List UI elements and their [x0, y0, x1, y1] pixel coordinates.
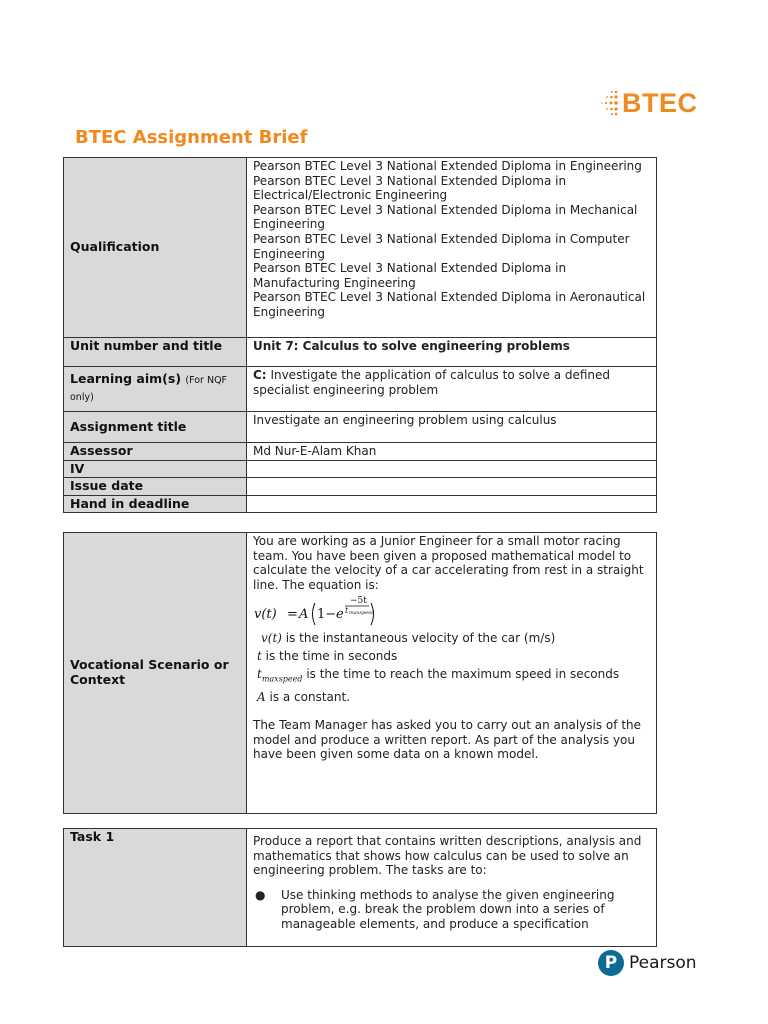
deadline-value — [247, 495, 657, 513]
definition-symbol: A — [257, 689, 266, 704]
unit-label: Unit number and title — [64, 338, 247, 367]
equation-one-minus: 1− — [317, 607, 337, 623]
issue-date-label: Issue date — [64, 478, 247, 496]
unit-value: Unit 7: Calculus to solve engineering problems — [247, 338, 657, 367]
qualification-line: Pearson BTEC Level 3 National Extended Diploma in Electrical/Electronic Engineering — [253, 173, 567, 203]
learning-aim-text: Investigate the application of calculus to solve a defined specialist engineering problem — [253, 368, 611, 397]
equation-lhs: v(t) — [254, 607, 277, 623]
assignment-details-table — [63, 157, 657, 513]
pearson-logo-text: Pearson — [629, 953, 697, 973]
bullet-icon: ● — [255, 887, 266, 902]
qualification-line: Pearson BTEC Level 3 National Extended Diploma in Mechanical Engineering — [253, 202, 638, 232]
task-label: Task 1 — [64, 829, 247, 947]
assignment-title-value: Investigate an engineering problem using calculus — [247, 412, 657, 443]
definition-line — [253, 667, 650, 687]
scenario-table — [63, 532, 657, 814]
learning-aim-code: C: — [253, 368, 267, 382]
definition-line — [253, 690, 650, 705]
scenario-closing: The Team Manager has asked you to carry out an analysis of the model and produce a written report. As part of the analysis you have been given some data on a known model. — [253, 718, 642, 762]
definition-line — [253, 631, 650, 646]
velocity-equation — [253, 594, 650, 628]
task-table — [63, 828, 657, 947]
qualification-line: Pearson BTEC Level 3 National Extended Diploma in Computer Engineering — [253, 231, 630, 261]
task-intro: Produce a report that contains written descriptions, analysis and mathematics that shows how calculus can be used to solve an engineering problem. The tasks are to: — [253, 834, 642, 878]
pearson-p-icon: P — [598, 950, 624, 976]
scenario-value — [247, 533, 657, 814]
velocity-equation-svg — [253, 594, 383, 628]
qualification-line: Pearson BTEC Level 3 National Extended Diploma in Engineering — [253, 159, 642, 173]
scenario-intro: You are working as a Junior Engineer for a small motor racing team. You have been given a proposed mathematical model to calculate the velocity of a car accelerating from rest in a straight line. The equation is: — [253, 534, 644, 592]
btec-dots-icon — [600, 89, 620, 117]
task-bullet — [253, 888, 650, 932]
definition-symbol: t — [257, 666, 262, 681]
learning-aim-value — [247, 367, 657, 412]
learning-aim-label — [64, 367, 247, 412]
definition-text: is the instantaneous velocity of the car (m/s) — [281, 631, 556, 646]
learning-aim-note: (For NQF only) — [70, 375, 228, 403]
assignment-title-label: Assignment title — [64, 412, 247, 443]
pearson-logo — [598, 950, 697, 976]
task-value — [247, 829, 657, 947]
equation-exp-denominator: t — [345, 606, 349, 616]
scenario-label: Vocational Scenario or Context — [64, 533, 247, 814]
definition-text: is the time in seconds — [261, 648, 398, 663]
deadline-label: Hand in deadline — [64, 495, 247, 513]
equation-base: e — [336, 607, 344, 623]
qualification-line: Pearson BTEC Level 3 National Extended Diploma in Aeronautical Engineering — [253, 290, 646, 319]
assessor-label: Assessor — [64, 443, 247, 461]
learning-aim-label-text: Learning aim(s) — [70, 371, 182, 387]
btec-logo-text: BTEC — [622, 87, 698, 118]
qualification-line: Pearson BTEC Level 3 National Extended Diploma in Manufacturing Engineering — [253, 261, 567, 290]
assessor-value: Md Nur-E-Alam Khan — [247, 443, 657, 461]
document-title: BTEC Assignment Brief — [75, 127, 308, 148]
qualification-label: Qualification — [64, 158, 247, 338]
equation-constant: A — [299, 607, 309, 623]
issue-date-value — [247, 478, 657, 496]
btec-logo — [600, 86, 698, 120]
definition-text: is the time to reach the maximum speed in seconds — [302, 666, 620, 681]
iv-value — [247, 460, 657, 478]
task-bullet-text: Use thinking methods to analyse the given engineering problem, e.g. break the problem down into a series of manageable elements, and produce a specification — [281, 887, 615, 931]
iv-label: IV — [64, 460, 247, 478]
equation-exp-subscript: maxspeed — [349, 610, 375, 617]
equation-equals: = — [287, 607, 298, 623]
definition-symbol: v(t) — [261, 631, 282, 646]
definition-text: is a constant. — [265, 689, 351, 704]
definition-symbol: t — [257, 648, 262, 663]
qualification-value — [247, 158, 657, 338]
equation-exp-numerator: −5t — [350, 596, 367, 607]
definition-line — [253, 649, 650, 664]
definition-subscript: maxspeed — [261, 673, 303, 683]
